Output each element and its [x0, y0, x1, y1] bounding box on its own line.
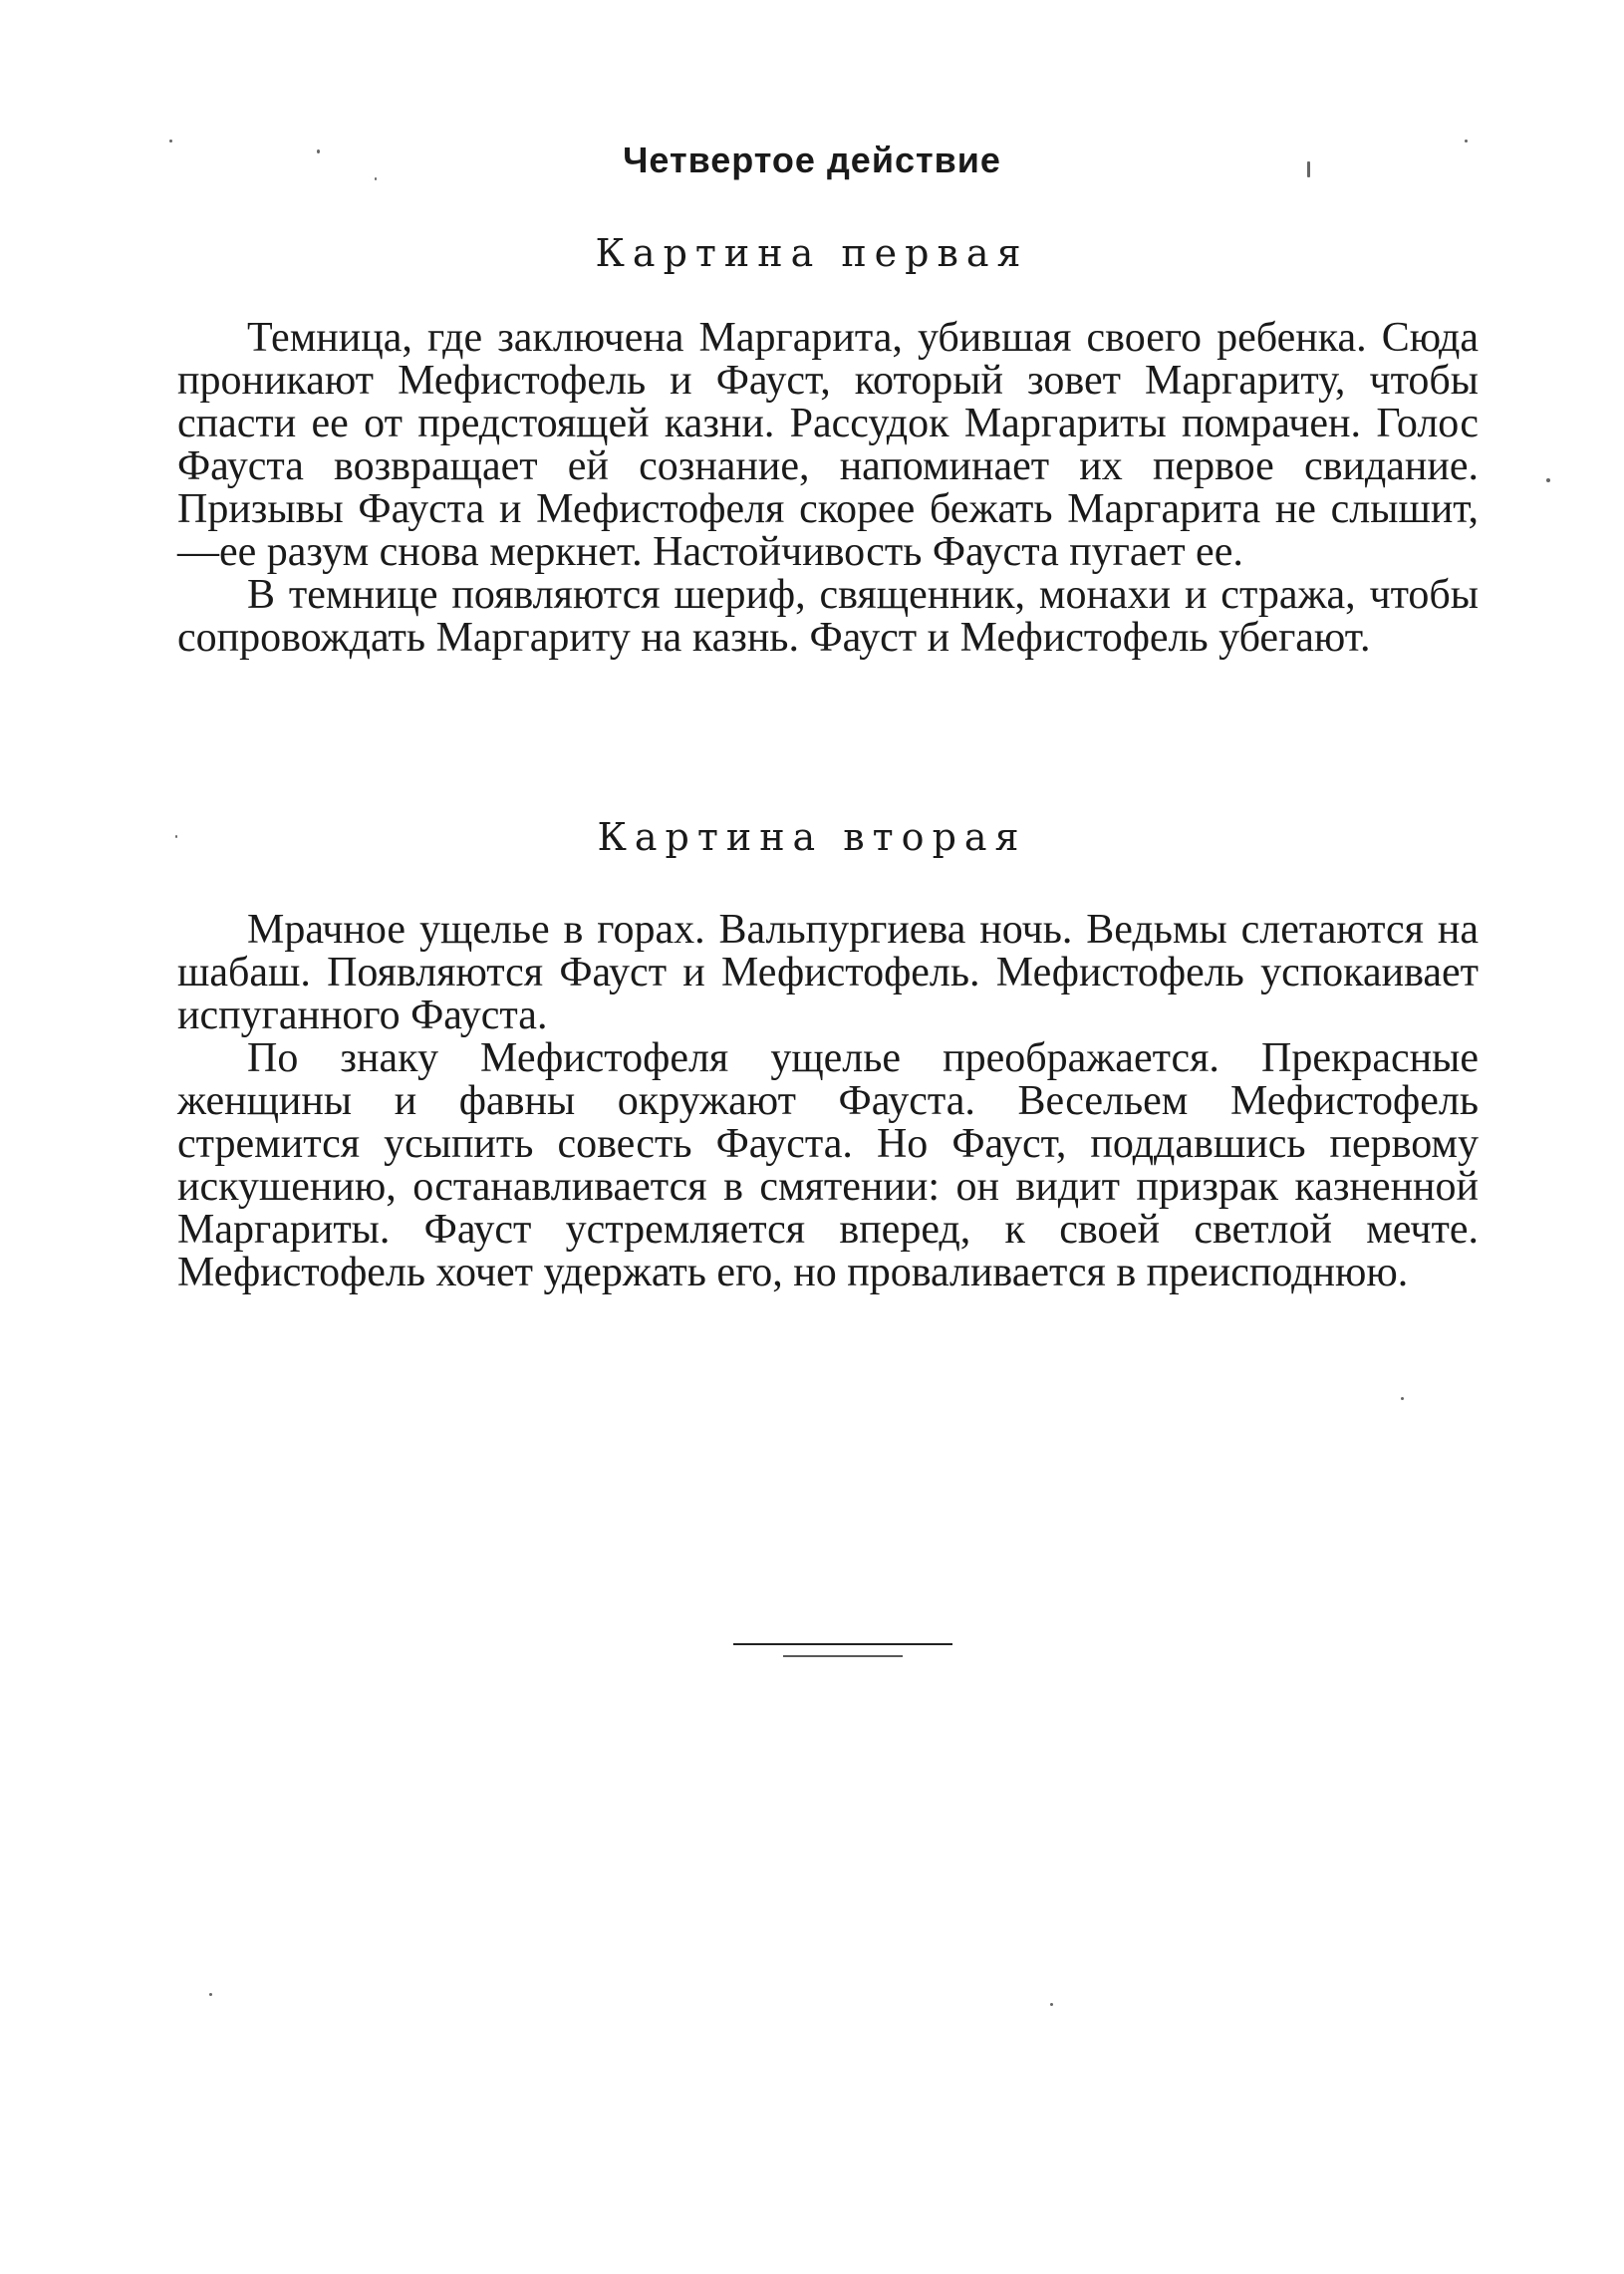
- speck: [1546, 478, 1550, 482]
- act-title: Четвертое действие: [623, 140, 1001, 180]
- scene-2-title: Картина вторая: [597, 815, 1027, 859]
- speck: [1465, 140, 1468, 142]
- speck: [1050, 2003, 1053, 2006]
- speck: [375, 177, 377, 180]
- end-ornament: [733, 1634, 952, 1674]
- scene-1-title: Картина первая: [595, 231, 1029, 275]
- scene-1-paragraph-1: Темница, где заключена Маргарита, убившая своего ребенка. Сюда проникают Мефистофель и Фауст, который зовет Маргариту, чтобы спасти ее от предстоящей казни. Рассудок Маргариты помрачен. Голос Фауста возвращает ей сознание, напоминает их первое свидание. Призывы Фауста и Мефистофеля скорее бежать Маргарита не слышит,—ее разум снова меркнет. Настойчивость Фауста пугает ее.: [177, 315, 1479, 575]
- speck: [317, 149, 320, 153]
- speck: [1307, 161, 1310, 177]
- speck: [1401, 1397, 1404, 1400]
- scene-1-text: [177, 317, 1479, 660]
- scene-2-paragraph-1: Мрачное ущелье в горах. Вальпургиева ночь. Ведьмы слетаются на шабаш. Появляются Фауст и Мефистофель. Мефистофель успокаивает испуганного Фауста.: [177, 907, 1479, 1038]
- speck: [209, 1993, 212, 1996]
- scene-2-text: [177, 909, 1479, 1294]
- scene-2-paragraph-2: По знаку Мефистофеля ущелье преображается. Прекрасные женщины и фавны окружают Фауста. Весельем Мефистофель стремится усыпить совесть Фауста. Но Фауст, поддавшись первому искушению, останавливается в смятении: он видит призрак казненной Маргариты. Фауст устремляется вперед, к своей светлой мечте. Мефистофель хочет удержать его, но проваливается в преисподнюю.: [177, 1035, 1479, 1295]
- scene-1-paragraph-2: В темнице появляются шериф, священник, монахи и стража, чтобы сопровождать Маргариту на казнь. Фауст и Мефистофель убегают.: [177, 572, 1479, 661]
- speck: [169, 140, 172, 142]
- speck: [175, 835, 177, 838]
